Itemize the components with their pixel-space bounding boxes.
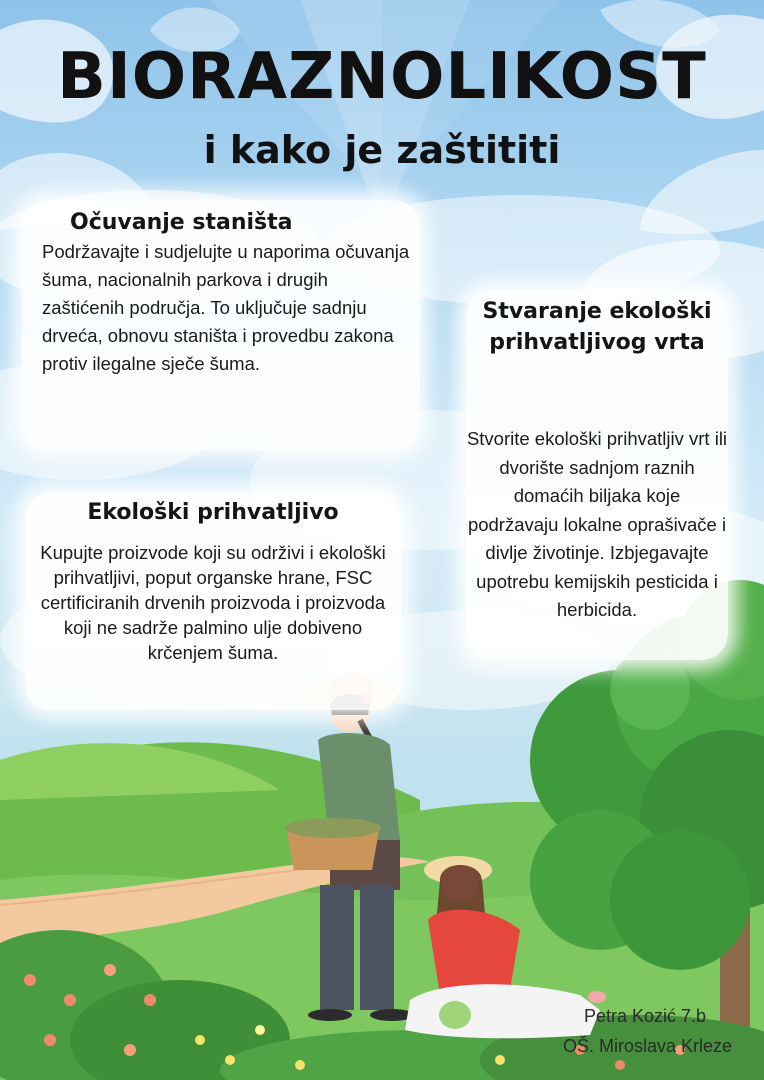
eco-section bbox=[25, 492, 401, 710]
garden-section bbox=[466, 290, 728, 660]
basket-icon bbox=[285, 818, 381, 870]
page-subtitle: i kako je zaštititi bbox=[203, 128, 561, 172]
garden-text: Stvorite ekološki prihvatljiv vrt ili dvorište sadnjom raznih domaćih biljaka koje podržavaju lokalne oprašivače i divlje životinje. Izbjegavajte upotrebu kemijskih pesticida i herbicida. bbox=[466, 428, 728, 620]
habitat-heading: Očuvanje staništa bbox=[70, 210, 293, 235]
garden-heading: Stvaranje ekološki prihvatljivog vrta bbox=[482, 299, 712, 355]
eco-text: Kupujte proizvode koji su održivi i ekološki prihvatljivi, poput organske hrane, FSC certificiranih drvenih proizvoda i proizvoda koji ne sadrže palmino ulje dobiveno krčenjem šuma. bbox=[40, 542, 386, 663]
eco-heading: Ekološki prihvatljivo bbox=[87, 500, 339, 525]
author-credit: Petra Kozić 7.b bbox=[583, 1006, 706, 1026]
habitat-section bbox=[22, 200, 420, 450]
page-title: BIORAZNOLIKOST bbox=[57, 40, 707, 114]
habitat-text: Podržavajte i sudjelujte u naporima očuvanja šuma, nacionalnih parkova i drugih zaštićenih područja. To uključuje sadnju drveća, obnovu staništa i provedbu zakona protiv ilegalne sječe šuma. bbox=[42, 241, 410, 374]
school-credit: OŠ. Miroslava Krleze bbox=[562, 1036, 732, 1056]
